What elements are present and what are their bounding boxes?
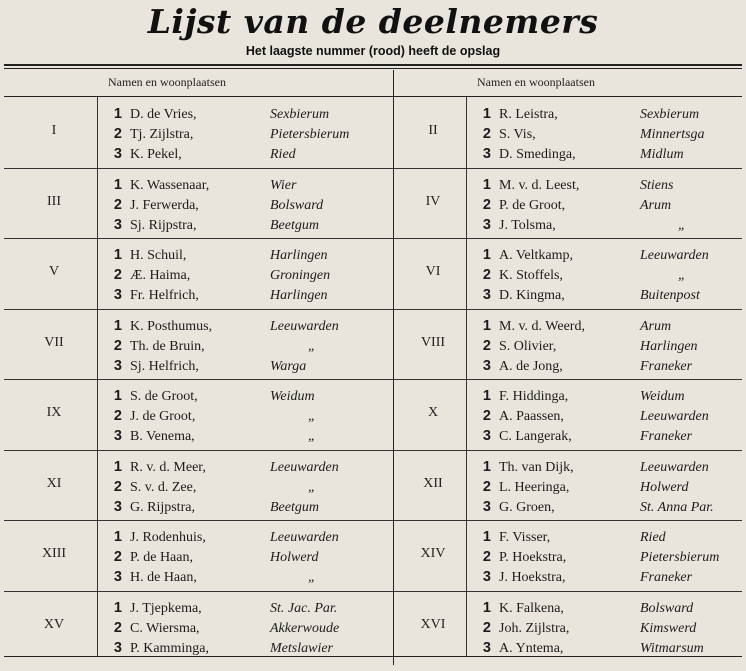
participant-name: S. de Groot, — [130, 389, 198, 404]
participant-name: F. Visser, — [499, 530, 551, 545]
group-separator — [393, 309, 742, 310]
participant-number: 2 — [113, 478, 122, 495]
participant-place: Harlingen — [270, 288, 328, 303]
participant-number: 3 — [482, 287, 491, 303]
participant-row — [108, 387, 368, 406]
participant-name: D. Smedinga, — [499, 147, 576, 162]
page-title: Lijst van de deelnemers — [147, 2, 599, 41]
participant-place: Leeuwarden — [270, 459, 339, 475]
group-separator — [393, 520, 742, 521]
participant-name: P. de Groot, — [499, 197, 566, 213]
participant-row — [108, 568, 368, 587]
participant-row — [108, 639, 368, 658]
bottom-rule — [4, 656, 742, 657]
participant-number: 1 — [113, 317, 122, 334]
participant-place: Franeker — [640, 429, 693, 444]
participant-row — [477, 568, 737, 587]
participant-row — [108, 599, 368, 618]
participant-row — [477, 145, 737, 164]
participant-name: K. Wassenaar, — [130, 177, 210, 193]
participant-row — [108, 458, 368, 477]
participant-row — [477, 458, 737, 477]
header-rule — [4, 96, 742, 97]
participant-place: Leeuwarden — [640, 248, 709, 263]
participant-number: 3 — [113, 357, 122, 374]
subtitle: Het laagste nummer (rood) heeft de opslag — [245, 44, 501, 58]
participant-name: M. v. d. Weerd, — [499, 318, 585, 334]
participant-row — [477, 216, 737, 235]
participant-number: 1 — [113, 176, 122, 193]
participant-row — [108, 427, 368, 446]
participant-place: Minnertsga — [640, 127, 705, 142]
participant-number: 1 — [482, 529, 491, 545]
top-rule — [4, 64, 742, 69]
participant-place: Midlum — [640, 147, 684, 162]
group-separator — [4, 591, 393, 592]
participant-place: Bolsward — [270, 197, 324, 213]
participant-number: 2 — [482, 196, 491, 213]
participant-name: K. Pekel, — [130, 147, 182, 162]
participant-number: 2 — [113, 196, 122, 213]
participant-place: Weidum — [270, 389, 315, 404]
participant-name: A. Yntema, — [499, 640, 564, 656]
group-separator — [393, 450, 742, 451]
participant-row — [108, 105, 368, 124]
participant-place: Warga — [270, 358, 307, 374]
group-separator — [393, 379, 742, 380]
participant-name: K. Stoffels, — [499, 268, 563, 283]
participant-place: Buitenpost — [640, 288, 700, 303]
participant-number: 1 — [113, 529, 122, 545]
participant-row — [477, 478, 737, 497]
participant-row — [108, 528, 368, 547]
participant-number: 2 — [113, 408, 122, 424]
participant-row — [477, 639, 737, 658]
group-number: I — [51, 123, 57, 138]
participant-place: Sexbierum — [640, 107, 700, 122]
participant-name: J. Tolsma, — [499, 217, 556, 233]
participant-row — [108, 286, 368, 305]
participant-row — [477, 246, 737, 265]
participant-row — [108, 176, 368, 195]
group-number: IV — [425, 193, 441, 209]
participant-name: Sj. Helfrich, — [130, 358, 199, 374]
participant-row — [108, 337, 368, 356]
participant-number: 1 — [482, 388, 491, 404]
participant-number: 3 — [113, 216, 122, 233]
group-number: XVI — [420, 616, 446, 632]
group-separator — [4, 309, 393, 310]
participant-name: S. v. d. Zee, — [130, 479, 197, 495]
participant-number: 2 — [482, 126, 491, 142]
group-separator — [4, 450, 393, 451]
group-number: XII — [423, 475, 443, 491]
participant-name: K. Posthumus, — [130, 318, 213, 334]
group-separator — [4, 520, 393, 521]
participant-place: Akkerwoude — [270, 620, 340, 636]
participant-row — [477, 387, 737, 406]
participant-name: S. Vis, — [499, 127, 536, 142]
participant-place: Harlingen — [640, 338, 698, 354]
participant-name: L. Heeringa, — [499, 479, 570, 495]
participant-number: 3 — [113, 287, 122, 303]
participant-number: 2 — [482, 337, 491, 354]
participant-row — [108, 125, 368, 144]
participant-name: C. Wiersma, — [130, 620, 200, 636]
participant-row — [108, 216, 368, 235]
group-separator — [393, 238, 742, 239]
participant-place: „ — [308, 570, 316, 585]
participant-place: „ — [308, 409, 316, 424]
participant-number: 1 — [113, 247, 122, 263]
participant-place: „ — [308, 479, 316, 495]
participant-place: „ — [308, 338, 316, 354]
participant-name: A. Veltkamp, — [499, 248, 574, 263]
center-divider — [393, 70, 394, 665]
participant-place: Leeuwarden — [640, 409, 709, 424]
participant-name: D. Kingma, — [499, 288, 565, 303]
group-number: VII — [44, 334, 64, 350]
participant-place: Ried — [640, 530, 666, 545]
group-number: XIII — [41, 546, 67, 561]
participant-row — [477, 599, 737, 618]
participant-number: 3 — [482, 216, 491, 233]
participant-name: Joh. Zijlstra, — [499, 620, 570, 636]
group-number: III — [47, 193, 61, 209]
column-header-left: Namen en woonplaatsen — [108, 75, 226, 89]
left-roman-rule — [97, 96, 98, 656]
participant-number: 3 — [113, 569, 122, 585]
participant-name: Æ. Haima, — [130, 268, 191, 283]
participant-number: 2 — [113, 337, 122, 354]
participant-place: Witmarsum — [640, 640, 704, 656]
participant-name: Tj. Zijlstra, — [130, 127, 194, 142]
participant-place: Bolsward — [640, 600, 694, 616]
participant-number: 1 — [482, 106, 491, 122]
participant-name: P. Kamminga, — [130, 640, 209, 656]
participant-place: Arum — [640, 318, 672, 334]
participant-place: „ — [678, 217, 686, 233]
participant-number: 1 — [482, 247, 491, 263]
participant-place: Leeuwarden — [640, 459, 709, 475]
participant-number: 2 — [482, 408, 491, 424]
group-separator — [393, 591, 742, 592]
participant-row — [477, 196, 737, 215]
participant-place: Weidum — [640, 389, 685, 404]
participant-row — [477, 407, 737, 426]
participant-number: 3 — [482, 428, 491, 444]
participant-row — [477, 266, 737, 285]
group-number: X — [427, 405, 439, 420]
participant-place: Ried — [270, 147, 296, 162]
group-number: XIV — [420, 546, 446, 561]
participant-row — [108, 145, 368, 164]
participant-place: Arum — [640, 197, 672, 213]
participant-name: Fr. Helfrich, — [130, 288, 199, 303]
participant-number: 1 — [113, 458, 122, 475]
participant-number: 3 — [113, 639, 122, 656]
participant-row — [477, 105, 737, 124]
participant-place: St. Anna Par. — [640, 499, 714, 515]
participant-name: A. Paassen, — [499, 409, 564, 424]
participant-place: Harlingen — [270, 248, 328, 263]
participant-number: 3 — [482, 357, 491, 374]
participant-name: Th. van Dijk, — [499, 459, 574, 475]
participant-name: R. Leistra, — [499, 107, 558, 122]
participant-number: 2 — [113, 267, 122, 283]
participant-row — [477, 317, 737, 336]
participant-number: 1 — [113, 388, 122, 404]
participant-number: 2 — [482, 478, 491, 495]
group-separator — [4, 379, 393, 380]
participant-place: Groningen — [270, 268, 331, 283]
participant-row — [477, 125, 737, 144]
group-number: VIII — [420, 334, 446, 350]
participant-name: K. Falkena, — [499, 600, 564, 616]
participant-name: Sj. Rijpstra, — [130, 217, 197, 233]
participant-name: D. de Vries, — [130, 107, 197, 122]
participant-row — [108, 357, 368, 376]
participant-row — [108, 407, 368, 426]
group-number: IX — [46, 405, 62, 420]
participant-name: G. Groen, — [499, 499, 555, 515]
participant-number: 1 — [113, 106, 122, 122]
participant-name: M. v. d. Leest, — [499, 177, 580, 193]
participant-name: B. Venema, — [130, 429, 195, 444]
participant-number: 3 — [482, 498, 491, 515]
participant-name: J. Hoekstra, — [499, 570, 566, 585]
participant-name: R. v. d. Meer, — [130, 459, 206, 475]
participant-number: 3 — [113, 498, 122, 515]
participant-name: H. Schuil, — [130, 248, 187, 263]
participant-row — [477, 357, 737, 376]
participant-row — [477, 427, 737, 446]
participant-row — [477, 548, 737, 567]
group-separator — [4, 238, 393, 239]
participant-number: 3 — [482, 639, 491, 656]
participant-number: 2 — [482, 549, 491, 565]
participant-name: S. Olivier, — [499, 338, 557, 354]
participant-place: Metslawier — [270, 640, 333, 656]
participant-number: 1 — [482, 458, 491, 475]
participant-place: Kimswerd — [640, 620, 697, 636]
participant-place: Beetgum — [270, 217, 319, 233]
participant-place: Holwerd — [270, 550, 319, 565]
participant-number: 2 — [113, 619, 122, 636]
participant-place: Wier — [270, 177, 297, 193]
participant-row — [108, 196, 368, 215]
participant-number: 1 — [482, 599, 491, 616]
column-header-right: Namen en woonplaatsen — [477, 75, 595, 89]
participant-place: „ — [308, 429, 316, 444]
group-number: VI — [425, 264, 441, 279]
participant-row — [477, 337, 737, 356]
participant-number: 1 — [482, 317, 491, 334]
participant-place: Holwerd — [640, 479, 689, 495]
participant-place: Beetgum — [270, 499, 319, 515]
participant-number: 2 — [482, 619, 491, 636]
participant-row — [108, 246, 368, 265]
participant-place: Pietersbierum — [270, 127, 350, 142]
participant-row — [108, 498, 368, 517]
group-number: XV — [43, 616, 65, 632]
participant-name: C. Langerak, — [499, 429, 572, 444]
group-number: II — [428, 123, 438, 138]
right-roman-rule — [466, 96, 467, 656]
participant-name: A. de Jong, — [499, 358, 563, 374]
participant-number: 1 — [482, 176, 491, 193]
participant-row — [477, 619, 737, 638]
participant-name: G. Rijpstra, — [130, 499, 195, 515]
participant-number: 3 — [113, 428, 122, 444]
participant-row — [108, 266, 368, 285]
participant-place: Leeuwarden — [270, 530, 339, 545]
participant-name: F. Hiddinga, — [499, 389, 569, 404]
participant-place: „ — [678, 268, 686, 283]
participant-row — [108, 619, 368, 638]
participant-number: 2 — [482, 267, 491, 283]
participant-name: H. de Haan, — [130, 570, 197, 585]
participant-number: 2 — [113, 549, 122, 565]
participant-place: Sexbierum — [270, 107, 330, 122]
participant-name: J. Rodenhuis, — [130, 530, 206, 545]
participant-row — [108, 478, 368, 497]
participant-row — [477, 176, 737, 195]
participant-place: Pietersbierum — [640, 550, 720, 565]
participant-place: Leeuwarden — [270, 318, 339, 334]
participant-name: Th. de Bruin, — [130, 338, 205, 354]
participant-number: 1 — [113, 599, 122, 616]
participant-row — [477, 528, 737, 547]
participant-row — [477, 498, 737, 517]
participant-name: J. de Groot, — [130, 409, 196, 424]
participant-number: 3 — [113, 146, 122, 162]
group-separator — [4, 168, 393, 169]
participant-number: 2 — [113, 126, 122, 142]
group-number: XI — [46, 475, 62, 491]
participant-name: J. Tjepkema, — [130, 600, 202, 616]
participant-place: Stiens — [640, 177, 674, 193]
group-number: V — [48, 264, 60, 279]
participant-name: J. Ferwerda, — [130, 197, 199, 213]
group-separator — [393, 168, 742, 169]
participant-place: Franeker — [640, 358, 693, 374]
participant-name: P. de Haan, — [130, 550, 193, 565]
participant-name: P. Hoekstra, — [499, 550, 567, 565]
participant-place: St. Jac. Par. — [270, 600, 338, 616]
participant-number: 3 — [482, 146, 491, 162]
participant-row — [108, 548, 368, 567]
participant-place: Franeker — [640, 570, 693, 585]
participant-number: 3 — [482, 569, 491, 585]
participant-row — [108, 317, 368, 336]
participant-row — [477, 286, 737, 305]
